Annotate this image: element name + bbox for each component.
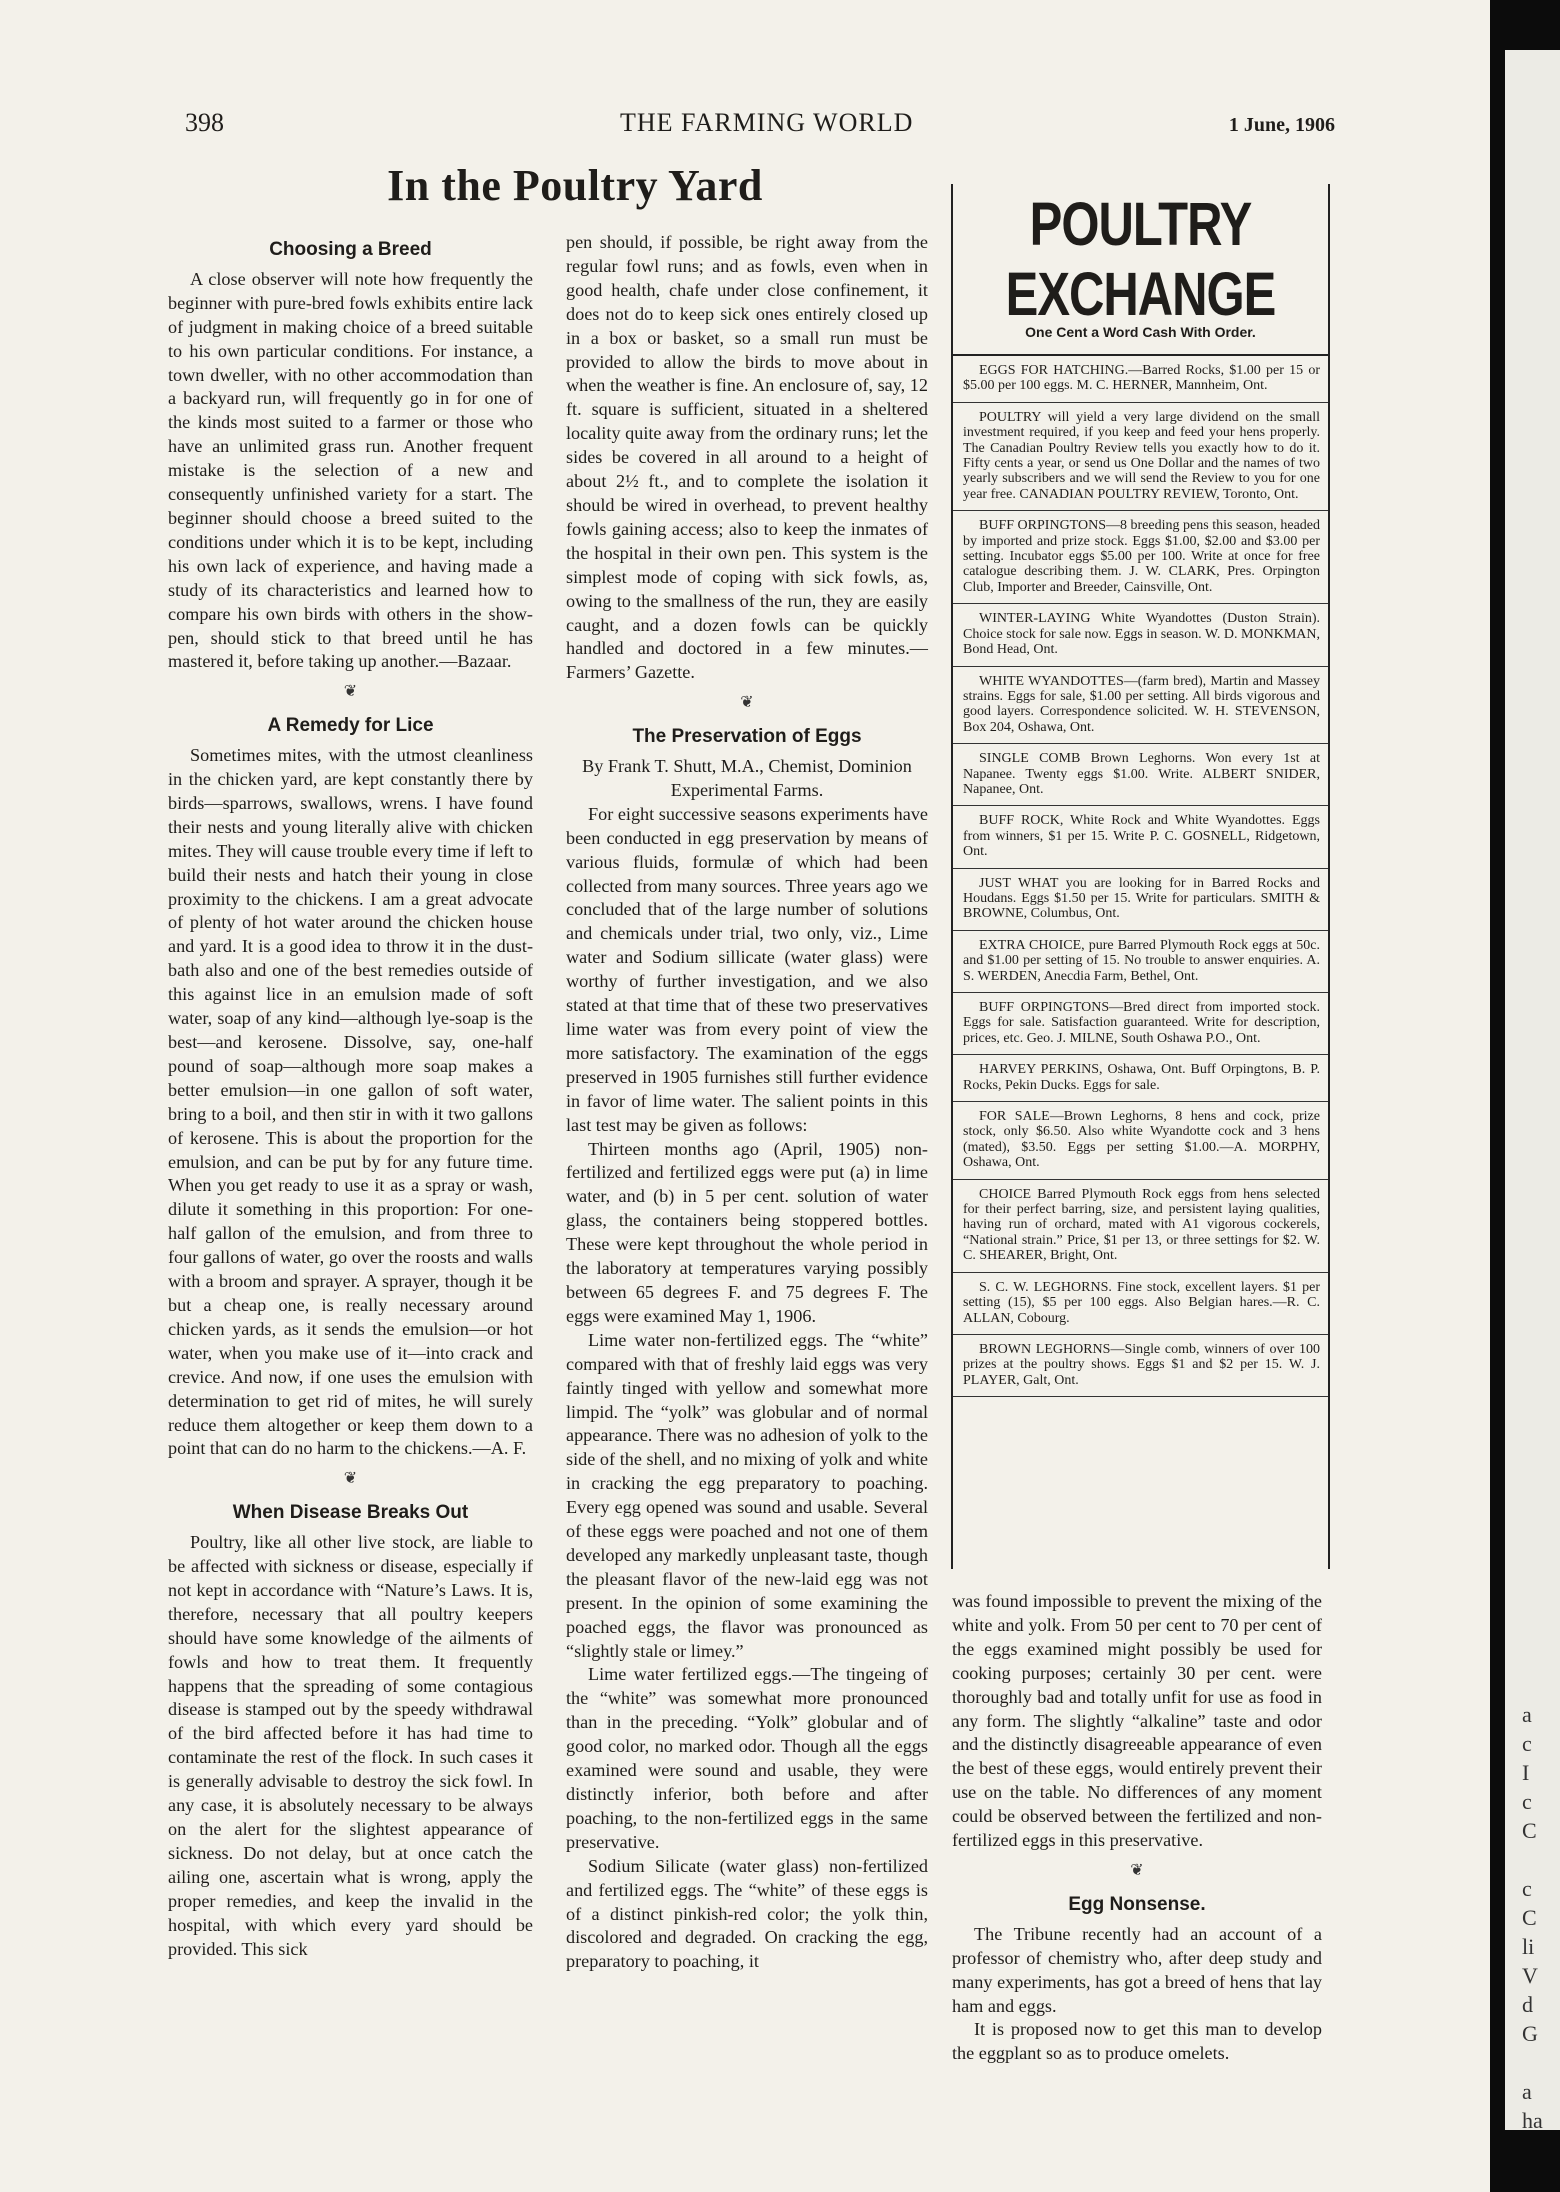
classified-ad: EXTRA CHOICE, pure Barred Plymouth Rock eggs at 50c. and $1.00 per setting of 15. No trouble to answer enquiries. A. S. WERDEN, Anecdia Farm, Bethel, Ont.	[953, 931, 1328, 993]
paragraph: Sodium Silicate (water glass) non-fertilized and fertilized eggs. The “white” of these eggs is of a distinct pinkish-red color; the yolk thin, discolored and degraded. On cracking the egg, preparatory to poaching, it	[566, 1855, 928, 1972]
issue-date: 1 June, 1906	[1228, 114, 1335, 136]
poultry-exchange-box	[951, 184, 1330, 1569]
fragment-letter: I	[1522, 1760, 1530, 1785]
paragraph: Sometimes mites, with the utmost cleanliness in the chicken yard, are kept constantly there by birds—sparrows, swallows, wrens. I have found their nests and young literally alive with chicken mites. They will cause trouble every time if left to build their nests and hatch their young in close proximity to the chickens. I am a great advocate of plenty of hot water around the chicken house and yard. It is a good idea to throw it in the dust-bath also and one of the best remedies outside of this against lice in an emulsion made of soft water, soap of any kind—although lye-soap is the best—and kerosene. Dissolve, say, one-half pound of soap—although more soap makes a better emulsion—in one gallon of soft water, bring to a boil, and then stir in with it two gallons of kerosene. This is about the proportion for the emulsion, and can be put by for any future time. When you get ready to use it as a spray or wash, dilute it something in this proportion: For one-half gallon of the emulsion, and from three to four gallons of water, go over the roosts and walls with a broom and sprayer. A sprayer, though it be but a cheap one, is really necessary around chicken yards, as it sends the emulsion—or hot water, when you make use of it—into crack and crevice. And now, if one uses the emulsion with determination to get rid of mites, he will surely reduce them altogether or keep them down to a point that can do no harm to the chickens.—A. F.	[168, 745, 533, 1459]
classified-ad: HARVEY PERKINS, Oshawa, Ont. Buff Orpingtons, B. P. Rocks, Pekin Ducks. Eggs for sale.	[953, 1055, 1328, 1102]
fragment-letter: c	[1522, 1731, 1532, 1756]
heading-choosing-a-breed: Choosing a Breed	[269, 239, 432, 260]
fragment-letter: c	[1522, 1876, 1532, 1901]
ornament: ❦	[343, 1470, 358, 1488]
paragraph: Lime water non-fertilized eggs. The “white” compared with that of freshly laid eggs was very faintly tinged with yellow and somewhat more limpid. The “yolk” was globular and of normal appearance. There was no adhesion of yolk to the side of the shell, and no mixing of yolk and white in cracking the egg preparatory to poaching. Every egg opened was sound and usable. Several of these eggs were poached and not one of them developed any markedly unpleasant taste, though the pleasant flavor of the new-laid egg was not present. In the opinion of some examining the poached eggs, the flavor was pronounced as “slightly stale or limey.”	[566, 1329, 928, 1661]
heading-remedy-for-lice: A Remedy for Lice	[267, 715, 434, 737]
paragraph: It is proposed now to get this man to develop the eggplant so as to produce omelets.	[952, 2019, 1322, 2064]
column-3	[952, 1590, 1322, 2066]
classified-ad: BROWN LEGHORNS—Single comb, winners of over 100 prizes at the poultry shows. Eggs $1 and $2 per 15. W. J. PLAYER, Galt, Ont.	[953, 1335, 1328, 1397]
running-title: THE FARMING WORLD	[620, 108, 914, 137]
fragment-letter: C	[1522, 1818, 1537, 1843]
classified-ad: BUFF ROCK, White Rock and White Wyandottes. Eggs from winners, $1 per 15. Write P. C. GOSNELL, Ridgetown, Ont.	[953, 806, 1328, 868]
fragment-letter: ha	[1522, 2108, 1543, 2133]
section-title: In the Poultry Yard	[387, 161, 763, 210]
paragraph: A close observer will note how frequently the beginner with pure-bred fowls exhibits entire lack of judgment in making choice of a breed suitable to his own particular conditions. For instance, a town dweller, with no other accommodation than a backyard run, will frequently go in for one of the kinds most suited to a farmer or those who have an unlimited grass run. Another frequent mistake is the selection of a new and consequently unfinished variety for a start. The beginner should choose a breed suited to the conditions under which it is to be kept, including his own lack of experience, and having made a study of its characteristics and learned how to compare his own birds with others in the show-pen, should stick to that breed until he has mastered it, before taking up another.—Bazaar.	[168, 268, 533, 672]
ornament: ❦	[343, 683, 358, 701]
classified-ad: POULTRY will yield a very large dividend on the small investment required, if you keep and feed your hens properly. The Canadian Poultry Review tells you exactly how to do it. Fifty cents a year, or send us One Dollar and the names of two yearly subscribers and we will send the Review to you for one year free. CANADIAN POULTRY REVIEW, Toronto, Ont.	[953, 403, 1328, 511]
classified-ad: WHITE WYANDOTTES—(farm bred), Martin and Massey strains. Eggs for sale, $1.00 per setting. All birds vigorous and good layers. Correspondence solicited. W. H. STEVENSON, Box 204, Oshawa, Ont.	[953, 667, 1328, 745]
paragraph: Lime water fertilized eggs.—The tingeing of the “white” was somewhat more pronounced than in the preceding. “Yolk” globular and of good color, no marked odor. Though all the eggs examined were sound and usable, they were distinctly inferior, both before and after poaching, to the non-fertilized eggs in the same preservative.	[566, 1664, 928, 1852]
fragment-letter: c	[1522, 1789, 1532, 1814]
ornament: ❦	[1130, 1861, 1144, 1879]
classified-ad: CHOICE Barred Plymouth Rock eggs from hens selected for their perfect barring, size, and persistent laying qualities, having run of orchard, mated with A1 vigorous cockerels, “National strain.” Price, $1 per 13, or three settings for $2. W. C. SHEARER, Bright, Ont.	[953, 1180, 1328, 1273]
column-1	[168, 228, 533, 1961]
classified-ad: S. C. W. LEGHORNS. Fine stock, excellent layers. $1 per setting (15), $5 per 100 eggs. Also Belgian hares.—R. C. ALLAN, Cobourg.	[953, 1273, 1328, 1335]
fragment-letter: V	[1522, 1963, 1538, 1988]
heading-disease-breaks-out: When Disease Breaks Out	[232, 1502, 469, 1524]
fragment-letter: G	[1522, 2021, 1538, 2046]
paragraph: Thirteen months ago (April, 1905) non-fertilized and fertilized eggs were put (a) in lime water, and (b) in 5 per cent. solution of water glass, the containers being stoppered bottles. These were kept throughout the whole period in the laboratory at temperatures varying possibly between 65 degrees F. and 75 degrees F. The eggs were examined May 1, 1906.	[566, 1138, 928, 1326]
exchange-subtitle: One Cent a Word Cash With Order.	[953, 324, 1328, 356]
classified-ad: WINTER-LAYING White Wyandottes (Duston Strain). Choice stock for sale now. Eggs in season. W. D. MONKMAN, Bond Head, Ont.	[953, 604, 1328, 666]
fragment-letter	[1522, 2048, 1560, 2077]
paragraph: Poultry, like all other live stock, are liable to be affected with sickness or disease, especially if not kept in accordance with “Nature’s Laws. It is, therefore, necessary that all poultry keepers should have some knowledge of the ailments of fowls and how to treat them. It frequently happens that the spreading of some contagious disease is stamped out by the speedy withdrawal of the bird affected before it has had time to contaminate the rest of the flock. In such cases it is generally advisable to destroy the sick fowl. In any case, it is absolutely necessary to be always on the alert for the slightest appearance of sickness. Do not delay, but at once catch the ailing one, ascertain what is wrong, apply the proper remedies, and keep the invalid in the hospital, with which every yard should be provided. This sick	[168, 1532, 533, 1959]
exchange-title: POULTRY EXCHANGE	[1005, 191, 1276, 329]
paragraph: was found impossible to prevent the mixing of the white and yolk. From 50 per cent to 70 per cent of the eggs examined might possibly be used for cooking purposes; certainly 30 per cent. were thoroughly bad and totally unfit for use as food in any form. The slightly “alkaline” taste and odor and the distinctly disagreeable appearance of even the best of these eggs, would entirely prevent their use on the table. No differences of any moment could be observed between the fertilized and non-fertilized eggs in this preservative.	[952, 1591, 1322, 1851]
heading-egg-nonsense: Egg Nonsense.	[1068, 1893, 1206, 1915]
fragment-letter: d	[1522, 1992, 1533, 2017]
fragment-letter: a	[1522, 1702, 1532, 1727]
paragraph: The Tribune recently had an account of a professor of chemistry who, after deep study and many experiments, has got a breed of hens that lay ham and eggs.	[952, 1923, 1322, 2016]
paragraph: pen should, if possible, be right away from the regular fowl runs; and as fowls, even when in good health, chafe under close confinement, it does not do to keep sick ones entirely closed up in a box or basket, so a small run must be provided to allow the birds to move about in when the weather is fine. An enclosure of, say, 12 ft. square is sufficient, situated in a sheltered locality quite away from the ordinary runs; let the sides be covered in all around to a height of about 2½ ft., and to complete the isolation it should be wired in overhead, to prevent healthy fowls gaining access; also to keep the inmates of the hospital in their own pen. This system is the simplest mode of coping with sick fowls, as, owing to the smallness of the run, they are easily caught, and a dozen fowls can be quickly handled and doctored in a few minutes.—Farmers’ Gazette.	[566, 232, 928, 683]
fragment-letter	[1522, 1845, 1560, 1874]
classified-ad: FOR SALE—Brown Leghorns, 8 hens and cock, prize stock, only $6.50. Also white Wyandotte cock and 3 hens (mated), $3.50. Eggs per setting $1.00.—A. MORPHY, Oshawa, Ont.	[953, 1102, 1328, 1180]
classified-ad: BUFF ORPINGTONS—8 breeding pens this season, headed by imported and prize stock. Eggs $1.00, $2.00 and $3.00 per setting. Incubator eggs $5.00 per 100. Write at once for free catalogue describing them. J. W. CLARK, Pres. Orpington Club, Importer and Breeder, Cainsville, Ont.	[953, 511, 1328, 604]
paragraph: For eight successive seasons experiments have been conducted in egg preservation by means of various fluids, formulæ of which had been collected from many sources. Three years ago we concluded that of the large number of solutions and chemicals under trial, two only, viz., Lime water and Sodium sillicate (water glass) were worthy of further investigation, and we also stated at that time that of these two preservatives lime water was from every point of view the more satisfactory. The examination of the eggs preserved in 1905 furnishes still further evidence in favor of lime water. The salient points in this last test may be given as follows:	[566, 803, 928, 1135]
heading-preservation-of-eggs: The Preservation of Eggs	[632, 726, 862, 748]
classified-ads-list	[953, 356, 1328, 1397]
ornament: ❦	[740, 694, 754, 712]
page-header	[185, 108, 1335, 142]
adjacent-page-text-fragments	[1522, 1700, 1560, 2135]
fragment-letter: a	[1522, 2079, 1532, 2104]
page-number: 398	[185, 108, 224, 137]
classified-ad: EGGS FOR HATCHING.—Barred Rocks, $1.00 per 15 or $5.00 per 100 eggs. M. C. HERNER, Mannheim, Ont.	[953, 356, 1328, 403]
classified-ad: BUFF ORPINGTONS—Bred direct from imported stock. Eggs for sale. Satisfaction guaranteed. Write for description, prices, etc. Geo. J. MILNE, South Oshawa P.O., Ont.	[953, 993, 1328, 1055]
classified-ad: JUST WHAT you are looking for in Barred Rocks and Houdans. Eggs $1.50 per 15. Write for particulars. SMITH & BROWNE, Columbus, Ont.	[953, 869, 1328, 931]
classified-ad: SINGLE COMB Brown Leghorns. Won every 1st at Napanee. Twenty eggs $1.00. Write. ALBERT SNIDER, Napanee, Ont.	[953, 744, 1328, 806]
fragment-letter: li	[1522, 1934, 1535, 1959]
byline: By Frank T. Shutt, M.A., Chemist, Dominion Experimental Farms.	[582, 756, 912, 800]
fragment-letter: C	[1522, 1905, 1537, 1930]
column-2	[566, 231, 928, 1974]
